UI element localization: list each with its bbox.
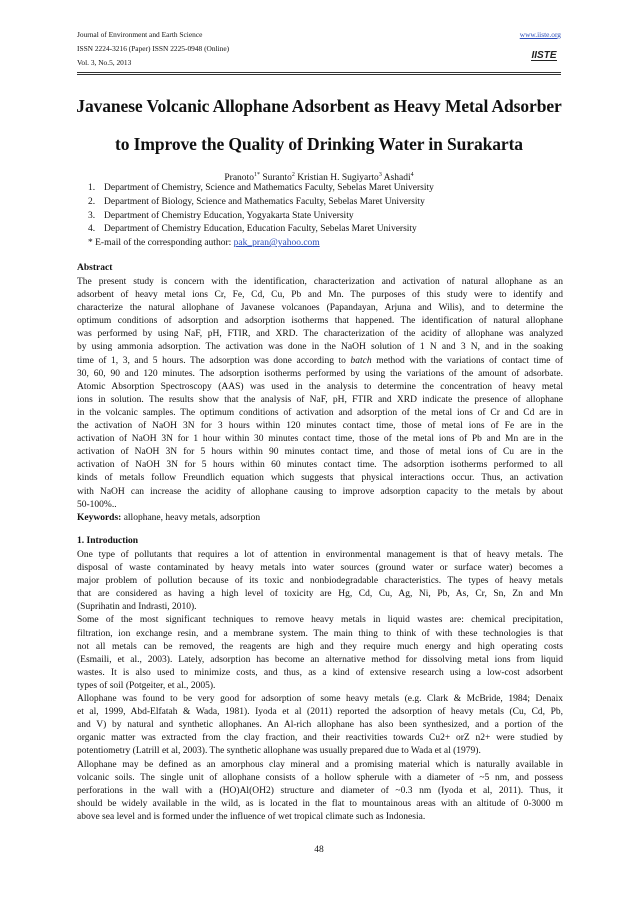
text-line: filtration, ion exchange resin, and a membrane system. The main thing to think of with these technologies is that [77,628,563,639]
author-name: Ashadi [383,173,411,184]
keywords-line: Keywords: allophane, heavy metals, adsorption [77,512,261,523]
text-line: 50-100%.. [77,499,117,510]
affiliation-item: 1. Department of Chemistry, Science and Mathematics Faculty, Sebelas Maret University [88,183,434,193]
text-line: above sea level and is formed under the influence of wet tropical climate such as Indonesia. [77,811,426,822]
text-line: adsorbent of heavy metal ions Cr, Fe, Cd, Cu, Pb and Mn. The purposes of this study were to identify and [77,290,563,301]
text-line: was performed by using NaF, pH, FTIR, and XRD. The characterization of the acidity of allophane was analyzed [77,329,563,340]
introduction-text [77,549,563,824]
author-name: Suranto [262,173,292,184]
text-line: not all metals can be removed, the reagents are high and they require much energy and high operating costs [77,641,563,652]
author-list [70,172,568,183]
text-line: by using ammonia adsorption. The activation was done in the NaOH solution of 1 N and 3 N, and in the soaking [77,342,563,353]
text-line: organic matter was extracted from the clay fraction, and their reactivities towards Cu2+ orZ n2+ were studied by [77,733,563,744]
abstract-heading: Abstract [77,263,113,273]
text-line: One type of pollutants that requires a lot of attention in environmental management is that of heavy metals. The [77,550,563,560]
text-line: and V) by natural and synthetic allophanes. An Al-rich allophane has also been synthesized, and a portion of the [77,720,563,731]
text-line: (Suprihatin and Indrasti, 2010). [77,602,197,613]
author-name: Kristian H. Sugiyarto [297,173,379,184]
text-line: Some of the most significant techniques to remove heavy metals in liquid wastes are: chemical precipitation, [77,615,563,626]
keywords-label: Keywords: [77,512,122,523]
text-line: wastes. It is also used to minimize costs, and thus, as a kind of extensive research using a low-cost adsorbent [77,667,563,678]
author-affiliation-mark: 2 [291,172,295,178]
text-line: perforations in the wall with a (HO)Al(OH2) structure and diameter of ~0.3 nm (Iyoda et al, 2011). Thus, it [77,785,563,796]
journal-issn: ISSN 2224-3216 (Paper) ISSN 2225-0948 (Online) [77,44,230,53]
text-line: The present study is concern with the identification, characterization and activation of natural allophane as an [77,277,563,287]
text-line: (Esmaili, et al., 2003). Lately, adsorption has become an alternative method for dissolving metal ions from liquid [77,654,563,665]
paper-title-line-2: to Improve the Quality of Drinking Water in Surakarta [115,134,523,154]
author-name: Pranoto [224,173,254,184]
text-line: should be widely available in the wild, as is located in the flat to mountainous areas with an altitude of 0-3000 m [77,798,563,809]
text-line: 30, 60, 90 and 120 minutes. The adsorption isotherms performed by using the variations of the amount of adsorbate. [77,368,563,379]
text-line: that are considered as having a high level of toxicity are Hg, Cd, Cu, Ag, Ni, Pb, As, Cr, Sn, Zn and Mn [77,589,563,600]
paper-title-line-1: Javanese Volcanic Allophane Adsorbent as Heavy Metal Adsorber [76,96,562,116]
text-line: time of 1, 3, and 5 hours. The adsorption was done according to batch method with the variations of contact time of [77,355,563,366]
email-link[interactable]: pak_pran@yahoo.com [233,238,320,248]
author-affiliation-mark: 1* [253,172,260,178]
abstract-text [77,276,563,525]
text-line: characterize the natural allophane of Javanese volcanoes (Papandayan, Arjuna and Wilis), and to determine the [77,303,563,314]
text-line: ions in solution. The results show that the analysis of NaF, pH, FTIR and XRD indicate the presence of allophane [77,394,563,405]
author-affiliation-mark: 4 [410,172,414,178]
text-line: potentiometry (Latrill et al, 2003). The synthetic allophane was usually prepared due to Wada et al (1979). [77,746,481,757]
journal-name: Journal of Environment and Earth Science [77,30,203,39]
text-line: Atomic Absorption Spectroscopy (AAS) was used in the analysis to determine the concentration of heavy metal [77,381,563,392]
author-affiliation-mark: 3 [378,172,382,178]
journal-volume: Vol. 3, No.5, 2013 [77,58,132,67]
header-rule [77,72,561,73]
text-line: activation of NaOH 3N for 5 hours within 60 minutes contact time. The adsorption isotherms performed to all [77,460,563,471]
affiliation-item: 4. Department of Chemistry Education, Education Faculty, Sebelas Maret University [88,224,417,234]
text-line: with NaOH can increase the acidity of allophane causing to improve adsorption capacity to the metals by about [77,486,563,497]
introduction-heading: 1. Introduction [77,536,139,546]
iiste-logo [529,43,559,63]
text-line: disposal of waste contaminated by heavy metals into water sources (ground water or surface water) becomes a [77,563,563,574]
text-line: the activation of NaOH 3N for 3 hours within 120 minutes contact time, those of metal ions of Fe are in the [77,421,563,432]
page-number: 48 [314,845,324,855]
italic-term: batch [350,355,372,366]
text-line: activation of NaOH 3N for 1 hour within 30 minutes contact time, those of the metal ions of Pb and Mn are in the [77,434,563,445]
journal-header [77,28,561,70]
text-line: volcanic soils. The single unit of allophane consists of a hollow spherule with a diameter of ~5 nm, and possess [77,772,563,783]
text-line: optimum conditions of adsorption and adsorption isotherms that happened. The identification of natural allophane [77,316,563,327]
header-rule-thin [77,74,561,75]
text-line: activation of NaOH 3N for 5 hours within 90 minutes contact time, and those of metal ions of Cu are in the [77,447,563,458]
svg-text:IISTE: IISTE [531,50,557,61]
affiliation-item: 2. Department of Biology, Science and Mathematics Faculty, Sebelas Maret University [88,197,425,207]
text-line: major problem of pollution because of its toxic and nonbiodegradable characteristics. The types of heavy metals [77,576,563,587]
text-line: in the volcanic samples. The optimum conditions of activation and adsorption of the metal ions of Cr and Cd are in [77,407,563,418]
text-line: et al, 1999, Abd-Elfatah & Wada, 1981). Iyoda et al (2011) reported the adsorption of heavy metals (Cu, Cd, Pb, [77,707,563,718]
text-line: types of soil (Potgeiter, et al., 2005). [77,680,216,691]
affiliation-item: 3. Department of Chemistry Education, Yogyakarta State University [88,211,354,221]
text-line: Allophane was found to be very good for adsorption of some heavy metals (e.g. Clark & McBride, 1984; Denaix [77,694,563,705]
text-line: kinds of metals follow Freundlich equation which suggests that physical interactions occur. Thus, an activation [77,473,563,484]
journal-url-link[interactable]: www.iiste.org [519,30,561,39]
text-line: Allophane may be defined as an amorphous clay mineral and a promising material which is naturally available in [77,759,563,770]
corresponding-email: * E-mail of the corresponding author: pak_pran@yahoo.com [88,238,320,248]
